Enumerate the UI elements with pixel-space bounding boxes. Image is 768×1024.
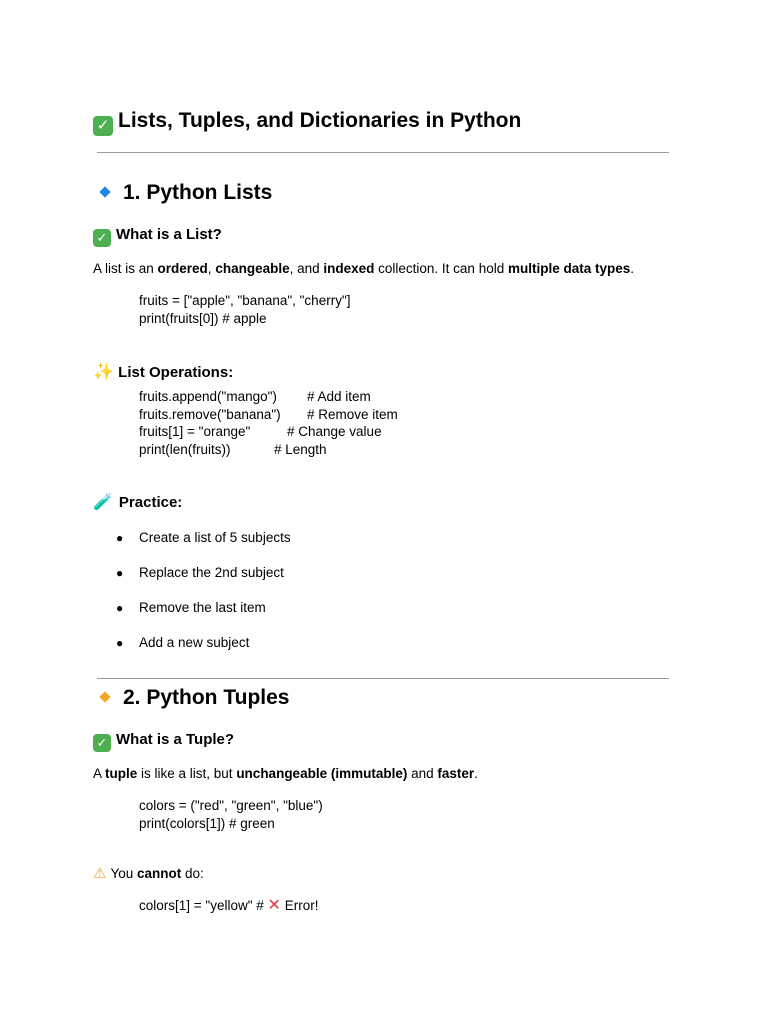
cross-mark-icon: ✕ xyxy=(267,897,281,914)
code-comment: # Add item xyxy=(307,389,371,404)
bold-term: ordered xyxy=(157,261,208,276)
divider xyxy=(97,678,669,679)
code-statement: colors[1] = "yellow" # xyxy=(139,898,264,913)
subheading-text: What is a List? xyxy=(116,226,222,243)
code-line: print(fruits[0]) # apple xyxy=(139,310,267,326)
text-run: do: xyxy=(181,866,204,881)
bold-term: indexed xyxy=(323,261,375,276)
tuple-intro-paragraph xyxy=(93,765,478,783)
check-mark-button-icon: ✓ xyxy=(93,734,111,752)
code-line xyxy=(139,406,281,424)
section-heading-text: 2. Python Tuples xyxy=(123,686,290,709)
section-heading-lists xyxy=(96,179,272,207)
text-run: A xyxy=(93,766,106,781)
text-run: collection. It can hold xyxy=(374,261,508,276)
code-line: colors = ("red", "green", "blue") xyxy=(139,798,323,813)
warning-icon: ⚠ xyxy=(93,865,107,882)
bullet-icon: ● xyxy=(116,636,124,650)
sparkles-icon: ✨ xyxy=(93,362,115,381)
bullet-icon: ● xyxy=(116,601,124,615)
code-line xyxy=(139,441,231,459)
tuple-warning xyxy=(93,865,204,883)
code-comment: # Remove item xyxy=(307,406,398,422)
practice-list xyxy=(116,529,416,659)
text-run: A list is an xyxy=(93,261,158,276)
subheading-list-operations xyxy=(93,362,233,383)
text-run: , and xyxy=(289,261,324,276)
subheading-what-is-list xyxy=(93,225,222,247)
list-item-text: Create a list of 5 subjects xyxy=(139,530,291,545)
code-comment: # Change value xyxy=(287,424,382,439)
bold-term: unchangeable (immutable) xyxy=(236,766,408,781)
code-line xyxy=(139,388,277,406)
page-title xyxy=(93,107,521,136)
bold-term: changeable xyxy=(215,261,290,276)
code-line: print(colors[1]) # green xyxy=(139,815,275,831)
list-intro-paragraph xyxy=(93,260,634,278)
check-mark-button-icon: ✓ xyxy=(93,116,113,136)
bullet-icon: ● xyxy=(116,531,124,545)
small-orange-diamond-icon xyxy=(99,691,110,702)
code-comment: # Length xyxy=(274,441,327,457)
check-mark-button-icon: ✓ xyxy=(93,229,111,247)
subheading-text: List Operations: xyxy=(118,364,234,381)
subheading-what-is-tuple xyxy=(93,730,234,752)
tuple-error-code xyxy=(139,897,318,915)
code-statement: fruits.append("mango") xyxy=(139,389,277,404)
text-run: . xyxy=(630,261,635,276)
code-result: Error! xyxy=(284,898,319,913)
bold-term: tuple xyxy=(105,766,138,781)
code-statement: print(len(fruits)) xyxy=(139,441,231,457)
list-example-code xyxy=(139,292,351,327)
list-item-text: Replace the 2nd subject xyxy=(139,565,284,580)
bold-term: faster xyxy=(437,766,475,781)
subheading-text: What is a Tuple? xyxy=(116,731,235,748)
test-tube-icon: 🧪 xyxy=(93,494,113,511)
list-operations-code xyxy=(139,388,439,460)
text-run: and xyxy=(407,766,438,781)
divider xyxy=(97,152,669,153)
text-run: . xyxy=(474,766,478,781)
page-title-text: Lists, Tuples, and Dictionaries in Python xyxy=(118,109,522,132)
code-statement: fruits[1] = "orange" xyxy=(139,424,251,439)
subheading-text: Practice: xyxy=(118,494,183,511)
tuple-example-code xyxy=(139,797,323,832)
list-item-text: Remove the last item xyxy=(139,600,266,615)
code-line xyxy=(139,423,250,441)
section-heading-text: 1. Python Lists xyxy=(123,181,273,204)
bold-term: multiple data types xyxy=(507,261,631,276)
code-statement: fruits.remove("banana") xyxy=(139,406,281,422)
code-line: fruits = ["apple", "banana", "cherry"] xyxy=(139,293,351,308)
list-item-text: Add a new subject xyxy=(139,635,250,650)
subheading-practice xyxy=(93,493,182,513)
small-blue-diamond-icon xyxy=(99,186,110,197)
section-heading-tuples xyxy=(96,684,289,712)
text-run: , xyxy=(207,261,216,276)
bullet-icon: ● xyxy=(116,566,124,580)
text-run: is like a list, but xyxy=(137,766,237,781)
bold-term: cannot xyxy=(137,866,182,881)
text-run: You xyxy=(110,866,137,881)
